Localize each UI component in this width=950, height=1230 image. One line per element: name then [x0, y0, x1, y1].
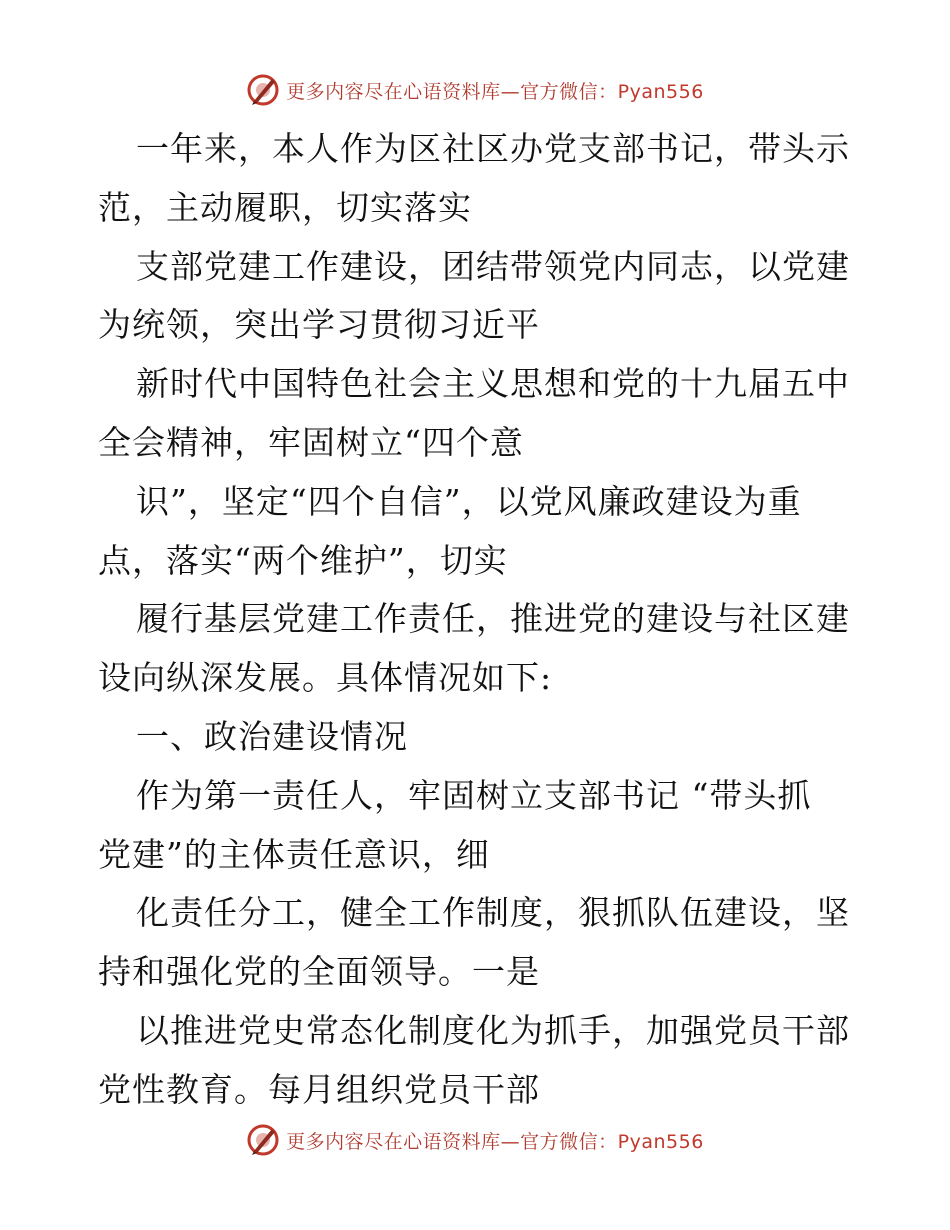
- body-line: 识”，坚定“四个自信”，以党风廉政建设为重: [136, 481, 802, 521]
- body-line: 一年来，本人作为区社区办党支部书记，带头示: [136, 129, 850, 168]
- footer-wechat-handle: Pyan556: [617, 1130, 704, 1153]
- body-line: 范，主动履职，切实落实: [98, 187, 472, 227]
- body-line: 以推进党史常态化制度化为抓手，加强党员干部: [136, 1010, 850, 1050]
- section-heading: 一、政治建设情况: [136, 716, 408, 756]
- body-line: 作为第一责任人，牢固树立支部书记 “带头抓: [136, 775, 812, 815]
- header-wechat-handle: Pyan556: [617, 80, 704, 103]
- pen-circle-logo-icon: [246, 1123, 280, 1157]
- body-line: 设向纵深发展。具体情况如下:: [98, 658, 553, 698]
- body-line: 全会精神，牢固树立“四个意: [98, 422, 524, 462]
- footer-banner: [0, 1120, 950, 1160]
- body-line: 支部党建工作建设，团结带领党内同志，以党建: [136, 246, 850, 286]
- document-body: [98, 120, 858, 1120]
- header-banner-text: 更多内容尽在心语资料库—官方微信：Pyan556: [286, 80, 704, 103]
- pen-circle-logo-icon: [246, 73, 280, 107]
- footer-banner-text: 更多内容尽在心语资料库—官方微信：Pyan556: [286, 1130, 704, 1153]
- body-line: 点，落实“两个维护”，切实: [98, 540, 508, 580]
- body-line: 党建”的主体责任意识，细: [98, 834, 490, 874]
- body-line: 履行基层党建工作责任，推进党的建设与社区建: [136, 599, 850, 639]
- body-line: 新时代中国特色社会主义思想和党的十九届五中: [136, 364, 850, 404]
- header-banner: [0, 70, 950, 110]
- body-line: 为统领，突出学习贯彻习近平: [98, 305, 540, 345]
- body-line: 化责任分工，健全工作制度，狠抓队伍建设，坚: [136, 893, 850, 933]
- body-line: 持和强化党的全面领导。一是: [98, 952, 540, 992]
- body-line: 党性教育。每月组织党员干部: [98, 1069, 540, 1109]
